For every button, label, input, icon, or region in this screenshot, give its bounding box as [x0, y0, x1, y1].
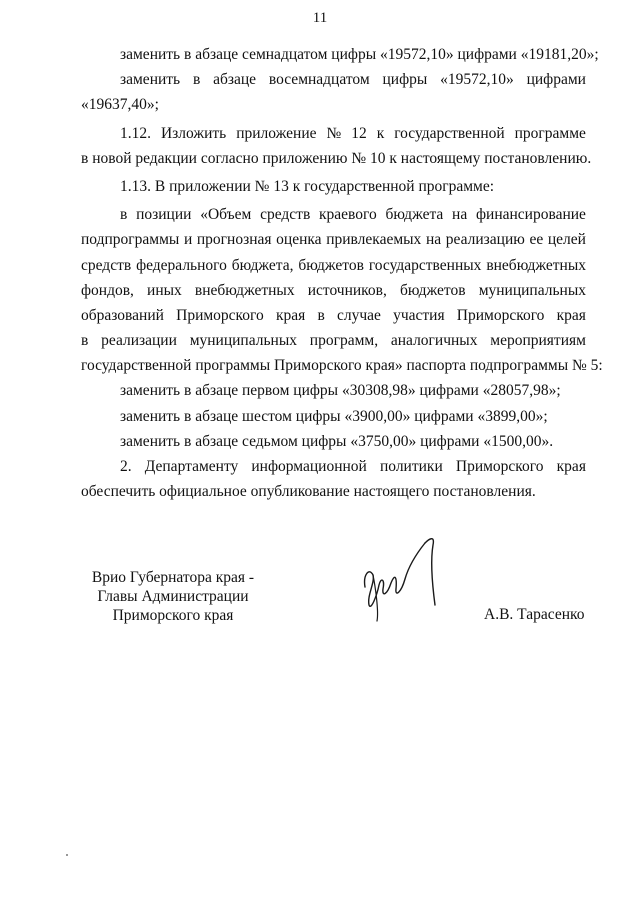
word: реализации — [101, 332, 177, 350]
word: средств — [260, 206, 311, 224]
word: края — [556, 306, 586, 324]
word: позиции — [136, 206, 192, 224]
word: в — [317, 306, 325, 324]
word: Изложить — [160, 124, 227, 142]
position-line: Приморского края — [112, 607, 234, 624]
text-line: заменить в абзаце семнадцатом цифры «19572,10» цифрами «19181,20»; — [120, 46, 599, 63]
text-line — [81, 303, 586, 328]
word: федерального — [136, 256, 227, 274]
word: внебюджетных — [194, 281, 295, 299]
word: государственных — [368, 256, 482, 274]
text-line: 1.13. В приложении № 13 к государственной программе: — [120, 177, 495, 195]
word: муниципальных — [478, 281, 586, 299]
text-line: обеспечить официальное опубликование настоящего постановления. — [81, 483, 536, 501]
position-line: Врио Губернатора края - — [91, 569, 255, 586]
position-line: Главы Администрации — [97, 588, 249, 605]
word: аналогичных — [390, 332, 478, 350]
word: 12 — [351, 124, 367, 142]
word: Департаменту — [144, 458, 239, 475]
word: программ, — [309, 332, 379, 350]
paragraph-1-12 — [81, 121, 592, 171]
word: фондов, — [81, 281, 134, 299]
word: в — [120, 206, 128, 224]
word: абзаце — [213, 71, 257, 89]
text-line: «19637,40»; — [81, 96, 159, 114]
word: на — [425, 231, 442, 249]
word: Приморского — [456, 306, 545, 324]
word: иных — [147, 281, 182, 299]
word: оценка — [276, 231, 322, 249]
word: целей — [547, 231, 586, 249]
signatory-position — [88, 568, 258, 625]
paragraph-amend-17 — [81, 42, 599, 67]
word: средств — [81, 256, 132, 274]
paragraph-amend-first — [81, 378, 586, 403]
word: 1.12. — [120, 124, 151, 142]
word: восемнадцатом — [268, 71, 370, 89]
signatory-name: А.В. Тарасенко — [484, 606, 585, 623]
word: случае — [336, 306, 381, 324]
word: и — [183, 231, 193, 249]
word: Приморского — [176, 306, 264, 324]
word: бюджетов — [399, 281, 466, 299]
word: краевого — [319, 206, 377, 224]
word: на — [452, 206, 468, 224]
text-line: в новой редакции согласно приложению № 10 к настоящему постановлению. — [81, 149, 592, 167]
paragraph-position — [81, 202, 603, 378]
word: бюджета, — [231, 256, 294, 274]
text-line: заменить в абзаце первом цифры «30308,98» цифрами «28057,98»; — [120, 382, 561, 400]
word: 2. — [120, 458, 132, 475]
word: края — [275, 306, 306, 324]
word: бюджетов — [298, 256, 364, 274]
paragraph-amend-18 — [81, 67, 586, 117]
text-line — [81, 202, 586, 227]
word: финансирование — [475, 206, 586, 224]
word: программе — [514, 124, 586, 142]
word: края — [556, 458, 586, 475]
word: государственной — [394, 124, 505, 142]
word: Приморского — [455, 458, 544, 475]
word: реализацию — [445, 231, 525, 249]
word: участия — [393, 306, 445, 324]
page-number: 11 — [312, 10, 328, 26]
word: подпрограммы — [81, 231, 180, 249]
text-line: государственной программы Приморского края» паспорта подпрограммы № 5: — [81, 357, 603, 375]
word: в — [81, 332, 89, 350]
text-line: заменить в абзаце седьмом цифры «3750,00» цифрами «1500,00». — [120, 432, 554, 450]
text-line — [81, 121, 586, 146]
scan-dot — [66, 854, 68, 856]
document-body — [81, 42, 603, 504]
word: ее — [529, 231, 544, 249]
word: в — [192, 71, 201, 89]
word: внебюджетных — [486, 256, 586, 274]
word: информационной — [251, 458, 367, 475]
text-line: заменить в абзаце шестом цифры «3900,00» цифрами «3899,00»; — [120, 407, 548, 425]
word: № — [326, 124, 342, 142]
word: бюджета — [385, 206, 444, 224]
word: муниципальных — [189, 332, 297, 350]
paragraph-1-13 — [81, 174, 586, 199]
word: цифры — [382, 71, 428, 89]
word: политики — [379, 458, 443, 475]
text-line — [81, 454, 586, 479]
word: привлекаемых — [326, 231, 422, 249]
word: цифрами — [526, 71, 586, 89]
word: прогнозная — [196, 231, 272, 249]
word: «Объем — [200, 206, 252, 224]
word: приложение — [236, 124, 317, 142]
word: образований — [81, 306, 164, 324]
word: заменить — [120, 71, 181, 89]
handwritten-signature — [355, 535, 445, 625]
text-line — [81, 253, 586, 278]
text-line — [81, 328, 586, 353]
word: источников, — [307, 281, 387, 299]
text-line — [81, 227, 586, 252]
paragraph-2 — [81, 454, 586, 504]
word: мероприятиям — [490, 332, 586, 350]
text-line — [81, 278, 586, 303]
paragraph-amend-seventh — [81, 429, 586, 454]
text-line — [81, 67, 586, 92]
word: «19572,10» — [440, 71, 514, 89]
word: к — [376, 124, 385, 142]
paragraph-amend-sixth — [81, 404, 586, 429]
